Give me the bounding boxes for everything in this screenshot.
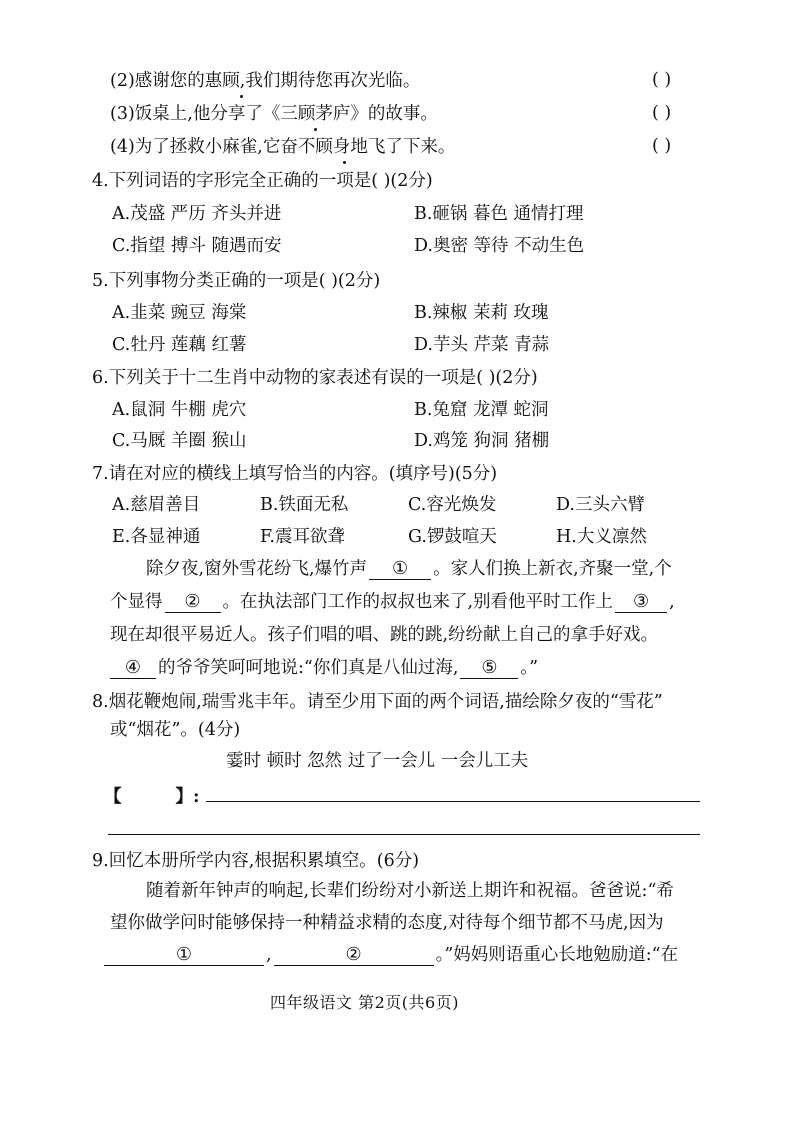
q4-option-b[interactable]: B.砸锅 暮色 通情打理 — [414, 204, 584, 224]
q7-blank-5[interactable] — [460, 658, 518, 679]
q9-passage-text: 。”妈妈则语重心长地勉励道:“在 — [435, 945, 679, 965]
q8-topic-bracket[interactable] — [104, 786, 199, 808]
q8-answer-line-1[interactable] — [206, 801, 700, 802]
q4-option-d[interactable]: D.奥密 等待 不动生色 — [414, 236, 585, 256]
q7-option-h: H.大义凛然 — [556, 527, 647, 547]
q7-passage-text: , — [669, 592, 675, 612]
q5-option-c[interactable]: C.牡丹 莲藕 红薯 — [112, 335, 247, 355]
q9-blank-1[interactable] — [104, 945, 264, 966]
bracket-open: 【 — [104, 787, 122, 807]
q9-blank-2[interactable] — [274, 945, 434, 966]
blank-number: ② — [345, 944, 362, 965]
blank-number: ③ — [632, 591, 650, 612]
q8-word-list: 霎时 顿时 忽然 过了一会儿 一会儿工夫 — [226, 751, 529, 771]
q6-option-c[interactable]: C.马厩 羊圈 猴山 — [112, 431, 247, 451]
blank-number: ① — [175, 944, 193, 965]
q7-option-a: A.慈眉善目 — [112, 495, 201, 515]
q7-passage-text: 除夕夜,窗外雪花纷飞,爆竹声 — [146, 559, 368, 579]
blank-number: ⑤ — [481, 657, 498, 678]
q5-stem: 5.下列事物分类正确的一项是( )(2分) — [92, 271, 381, 291]
emphasis-dot — [314, 128, 317, 131]
emphasis-dot — [240, 95, 243, 98]
q7-blank-2[interactable] — [165, 592, 221, 613]
q3-item-2: (2)感谢您的惠顾,我们期待您再次光临。 — [110, 71, 421, 91]
q7-passage-line-1 — [146, 558, 738, 580]
q7-option-d: D.三头六臂 — [556, 495, 645, 515]
q3-item-4: (4)为了拯救小麻雀,它奋不顾身地飞了下来。 — [110, 137, 456, 157]
q8-answer-line-2[interactable] — [108, 834, 700, 835]
q9-passage-line-2: 望你做学问时能够保持一种精益求精的态度,对待每个细节都不马虎,因为 — [110, 913, 664, 933]
q6-option-a[interactable]: A.鼠洞 牛棚 虎穴 — [112, 400, 247, 420]
q3-item-4-answer-paren[interactable]: ( ) — [652, 136, 672, 156]
q3-item-3: (3)饭桌上,他分享了《三顾茅庐》的故事。 — [110, 104, 438, 124]
q7-option-b: B.铁面无私 — [260, 495, 349, 515]
q6-stem: 6.下列关于十二生肖中动物的家表述有误的一项是( )(2分) — [92, 368, 538, 388]
q9-passage-text: , — [266, 945, 272, 965]
q5-option-a[interactable]: A.韭菜 豌豆 海棠 — [112, 303, 247, 323]
q4-stem: 4.下列词语的字形完全正确的一项是( )(2分) — [92, 171, 433, 191]
q7-blank-3[interactable] — [615, 592, 667, 613]
q7-option-g: G.锣鼓喧天 — [408, 527, 497, 547]
q7-blank-1[interactable] — [369, 559, 431, 580]
q7-passage-text: 。在执法部门工作的叔叔也来了,别看他平时工作上 — [222, 592, 614, 612]
blank-number: ② — [184, 591, 201, 612]
q7-passage-text: 个显得 — [110, 592, 163, 612]
q7-option-f: F.震耳欲聋 — [260, 527, 345, 547]
q7-blank-4[interactable] — [110, 658, 156, 679]
q9-passage-line-3 — [104, 944, 704, 966]
q7-passage-line-3: 现在却很平易近人。孩子们唱的唱、跳的跳,纷纷献上自己的拿手好戏。 — [110, 625, 659, 645]
q4-option-c[interactable]: C.指望 搏斗 随遇而安 — [112, 236, 282, 256]
q7-passage-text: 。” — [520, 658, 539, 678]
q6-option-b[interactable]: B.兔窟 龙潭 蛇洞 — [414, 400, 549, 420]
q7-passage-line-4 — [110, 657, 702, 679]
emphasis-dot — [343, 161, 346, 164]
q9-stem: 9.回忆本册所学内容,根据积累填空。(6分) — [92, 851, 420, 871]
q9-passage-line-1: 随着新年钟声的响起,长辈们纷纷对小新送上期许和祝福。爸爸说:“希 — [146, 881, 674, 901]
q7-option-e: E.各显神通 — [112, 527, 201, 547]
q7-option-c: C.容光焕发 — [408, 495, 497, 515]
q6-option-d[interactable]: D.鸡笼 狗洞 猪棚 — [414, 431, 550, 451]
q5-option-d[interactable]: D.芋头 芹菜 青蒜 — [414, 335, 550, 355]
blank-number: ④ — [124, 657, 142, 678]
q7-stem: 7.请在对应的横线上填写恰当的内容。(填序号)(5分) — [92, 464, 498, 484]
q5-option-b[interactable]: B.辣椒 茉莉 玫瑰 — [414, 303, 549, 323]
q4-option-a[interactable]: A.茂盛 严历 齐头并进 — [112, 204, 282, 224]
q3-item-3-answer-paren[interactable]: ( ) — [652, 103, 672, 123]
bracket-close: 】: — [175, 787, 200, 807]
q3-item-2-answer-paren[interactable]: ( ) — [652, 70, 672, 90]
q7-passage-line-2 — [110, 591, 702, 613]
q7-passage-text: 的爷爷笑呵呵地说:“你们真是八仙过海, — [158, 658, 459, 678]
blank-number: ① — [392, 558, 409, 579]
q8-stem-line-2: 或“烟花”。(4分) — [110, 720, 241, 740]
page-footer: 四年级语文 第2页(共6页) — [270, 993, 459, 1012]
q8-stem-line-1: 8.烟花鞭炮闹,瑞雪兆丰年。请至少用下面的两个词语,描绘除夕夜的“雪花” — [92, 692, 663, 712]
q7-passage-text: 。家人们换上新衣,齐聚一堂,个 — [433, 559, 672, 579]
